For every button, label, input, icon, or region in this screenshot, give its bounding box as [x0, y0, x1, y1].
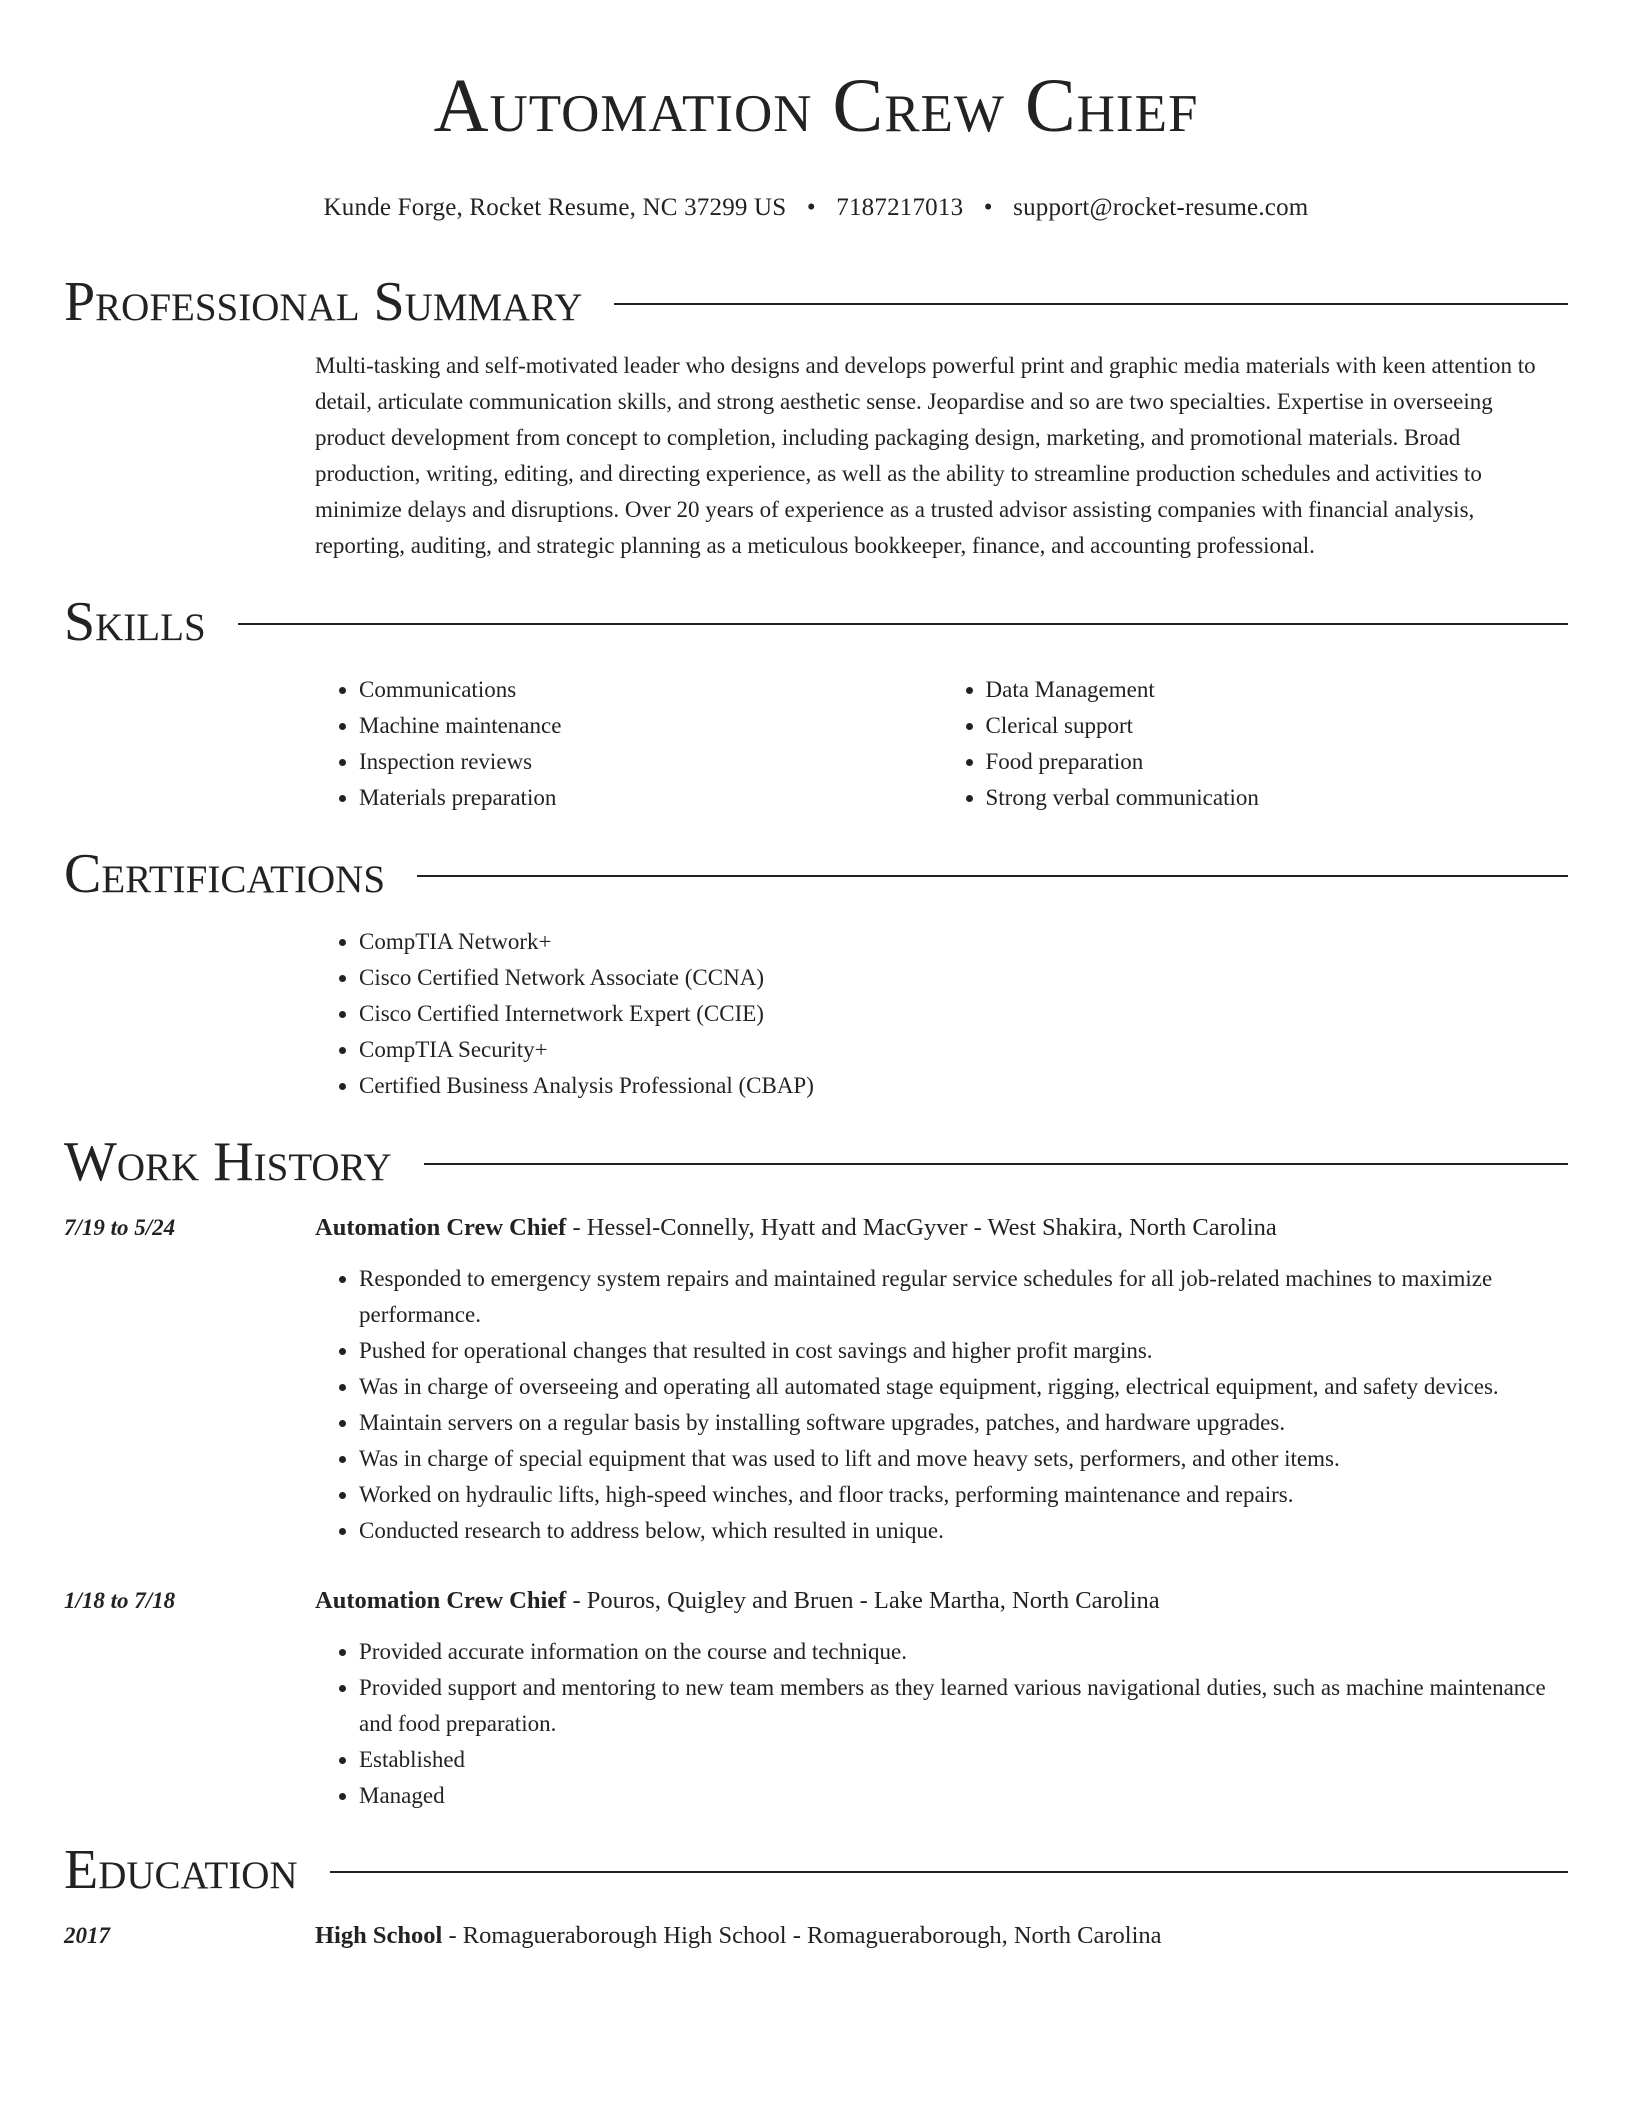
job-dates: 1/18 to 7/18: [64, 1588, 176, 1613]
job-bullet: • Conducted research to address below, which resulted in unique.: [359, 1513, 1568, 1549]
section-divider: [614, 303, 1568, 305]
certification-item: • CompTIA Security+: [359, 1032, 1568, 1068]
job-body: [315, 1583, 1568, 1814]
education-entry: [64, 1918, 1568, 1969]
skills-section: [64, 588, 1568, 816]
section-divider: [330, 1871, 1568, 1873]
contact-separator: •: [806, 194, 816, 221]
work-history-list: [64, 1210, 1568, 1814]
contact-email: support@rocket-resume.com: [1013, 194, 1309, 221]
summary-heading: Professional Summary: [64, 271, 583, 333]
skill-item: • Clerical support: [986, 708, 1569, 744]
job-bullet: • Established: [359, 1742, 1568, 1778]
certification-item: • Certified Business Analysis Professional (CBAP): [359, 1068, 1568, 1104]
job-bullet: • Managed: [359, 1778, 1568, 1814]
education-year: 2017: [64, 1923, 110, 1948]
education-header: [64, 1836, 1568, 1904]
job-bullet: • Worked on hydraulic lifts, high-speed winches, and floor tracks, performing maintenance and repairs.: [359, 1477, 1568, 1513]
education-heading: Education: [64, 1839, 298, 1901]
work-history-heading: Work History: [64, 1131, 392, 1193]
job-dates: 7/19 to 5/24: [64, 1215, 176, 1240]
certifications-header: [64, 840, 1568, 908]
education-title-line: [315, 1918, 1568, 1954]
job-entry: [64, 1210, 1568, 1549]
contact-separator: •: [983, 194, 993, 221]
skill-item: • Food preparation: [986, 744, 1569, 780]
job-bullets: [315, 1261, 1568, 1549]
skills-column-right: [942, 672, 1569, 816]
resume-name: Automation Crew Chief: [433, 64, 1199, 148]
section-divider: [238, 623, 1568, 625]
section-divider: [424, 1163, 1568, 1165]
certification-item: • CompTIA Network+: [359, 924, 1568, 960]
job-bullet: • Was in charge of overseeing and operating all automated stage equipment, rigging, electrical equipment, and safety devices.: [359, 1369, 1568, 1405]
job-bullet: • Provided accurate information on the course and technique.: [359, 1634, 1568, 1670]
job-bullet: • Provided support and mentoring to new team members as they learned various navigational duties, such as machine maintenance and food preparation.: [359, 1670, 1568, 1742]
education-body: [315, 1918, 1568, 1969]
job-bullets: [315, 1634, 1568, 1814]
summary-header: [64, 268, 1568, 336]
job-title-line: [315, 1210, 1568, 1246]
job-title: Automation Crew Chief: [315, 1587, 567, 1614]
certification-item: • Cisco Certified Internetwork Expert (CCIE): [359, 996, 1568, 1032]
contact-phone: 7187217013: [836, 194, 964, 221]
job-title-line: [315, 1583, 1568, 1619]
certifications-heading: Certifications: [64, 843, 386, 905]
skill-item: • Communications: [359, 672, 942, 708]
education-list: [64, 1918, 1568, 1969]
contact-address: Kunde Forge, Rocket Resume, NC 37299 US: [323, 194, 787, 221]
skill-item: • Strong verbal communication: [986, 780, 1569, 816]
certifications-content: [315, 924, 1568, 1104]
job-bullet: • Maintain servers on a regular basis by installing software upgrades, patches, and hardware upgrades.: [359, 1405, 1568, 1441]
summary-text: Multi-tasking and self-motivated leader who designs and develops powerful print and graphic media materials with keen attention to detail, articulate communication skills, and strong aesthetic sense. Jeopardise and so are two specialties. Expertise in overseeing product development from concept to completion, including packaging design, marketing, and promotional materials. Broad production, writing, editing, and directing experience, as well as the ability to streamline production schedules and activities to minimize delays and disruptions. Over 20 years of experience as a trusted advisor assisting companies with financial analysis, reporting, auditing, and strategic planning as a meticulous bookkeeper, finance, and accounting professional.: [315, 353, 1536, 558]
job-title: Automation Crew Chief: [315, 1214, 567, 1241]
skill-item: • Machine maintenance: [359, 708, 942, 744]
skills-column-left: [315, 672, 942, 816]
skill-item: • Inspection reviews: [359, 744, 942, 780]
work-history-section: [64, 1128, 1568, 1814]
job-bullet: • Was in charge of special equipment that was used to lift and move heavy sets, performers, and other items.: [359, 1441, 1568, 1477]
education-school: - Romagueraborough High School - Romagueraborough, North Carolina: [442, 1922, 1162, 1949]
section-divider: [417, 875, 1568, 877]
skills-header: [64, 588, 1568, 656]
summary-section: [64, 268, 1568, 564]
summary-content: [315, 348, 1568, 564]
job-body: [315, 1210, 1568, 1549]
job-employer: - Hessel-Connelly, Hyatt and MacGyver - West Shakira, North Carolina: [566, 1214, 1277, 1241]
contact-line: [64, 194, 1568, 222]
job-entry: [64, 1583, 1568, 1814]
skills-heading: Skills: [64, 591, 206, 653]
certifications-list: [315, 924, 1568, 1104]
education-degree: High School: [315, 1922, 443, 1949]
skill-item: • Data Management: [986, 672, 1569, 708]
education-section: [64, 1836, 1568, 1969]
skills-list: [315, 672, 1568, 816]
certification-item: • Cisco Certified Network Associate (CCNA): [359, 960, 1568, 996]
work-history-header: [64, 1128, 1568, 1196]
skill-item: • Materials preparation: [359, 780, 942, 816]
job-employer: - Pouros, Quigley and Bruen - Lake Martha, North Carolina: [566, 1587, 1160, 1614]
certifications-section: [64, 840, 1568, 1104]
job-bullet: • Pushed for operational changes that resulted in cost savings and higher profit margins.: [359, 1333, 1568, 1369]
job-bullet: • Responded to emergency system repairs and maintained regular service schedules for all job-related machines to maximize performance.: [359, 1261, 1568, 1333]
